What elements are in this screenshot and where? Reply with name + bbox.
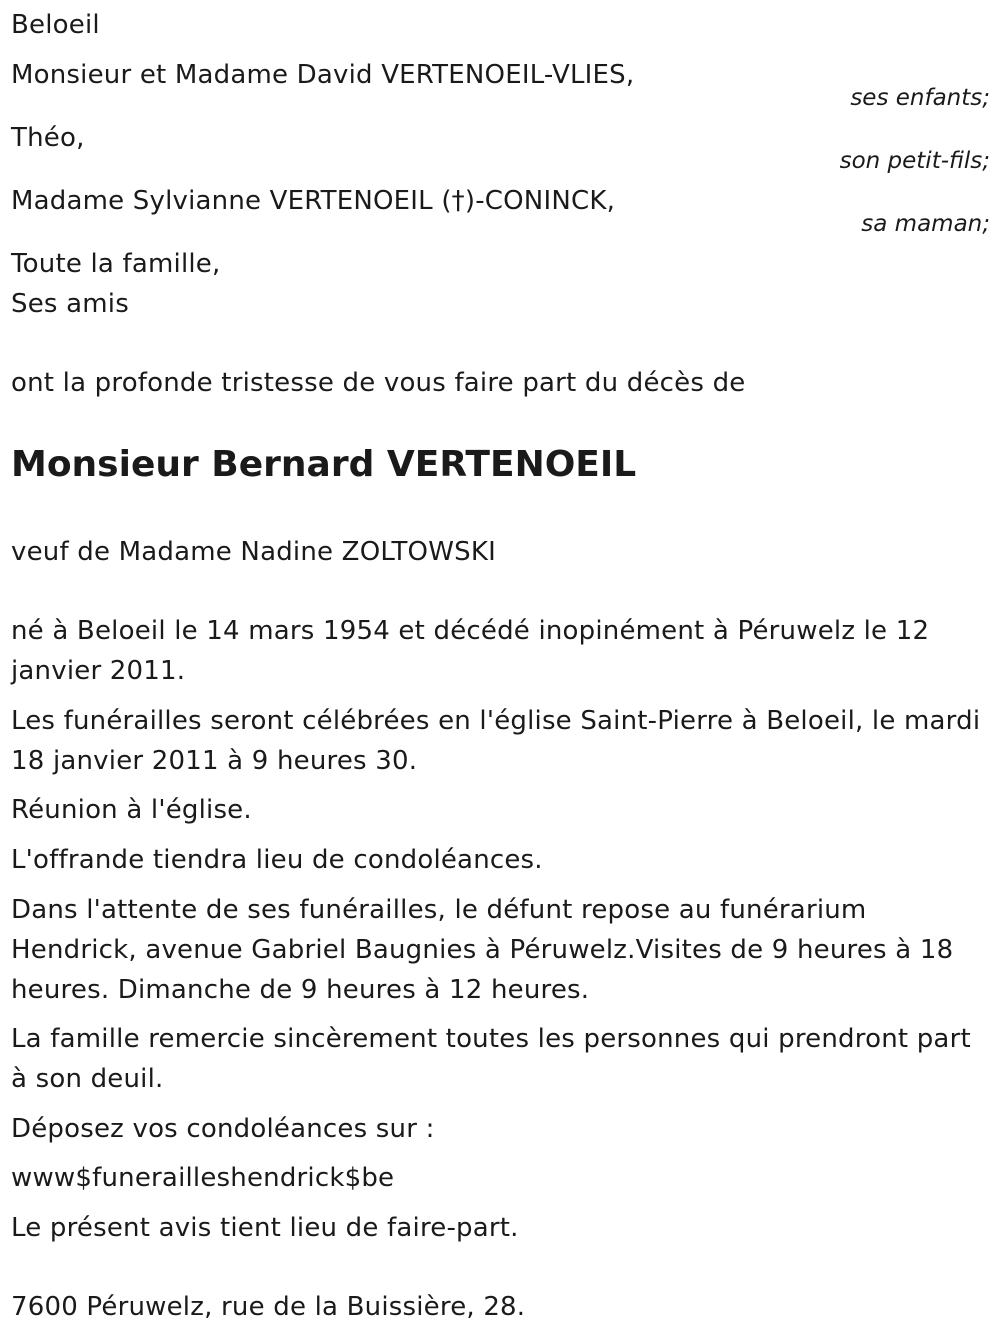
family-member-name: Monsieur et Madame David VERTENOEIL-VLIES, [11, 60, 635, 90]
visitation-paragraph: Dans l'attente de ses funérailles, le défunt repose au funérarium Hendrick, avenue Gabriel Baugnies à Péruwelz.Visites de 9 heures à 18 heures. Dimanche de 9 heures à 12 heures. [11, 895, 954, 1005]
birth-death-paragraph: né à Beloeil le 14 mars 1954 et décédé inopinément à Péruwelz le 12 janvier 2011. [11, 616, 930, 686]
website-text: www$funerailleshendrick$be [11, 1163, 395, 1193]
other-mourners: Toute la famille, [11, 249, 221, 279]
thanks-paragraph: La famille remercie sincèrement toutes les personnes qui prendront part à son deuil. [11, 1024, 971, 1094]
other-mourners: Ses amis [11, 289, 129, 319]
reunion-paragraph: Réunion à l'église. [11, 795, 252, 825]
deceased-name: Monsieur Bernard VERTENOEIL [11, 444, 637, 485]
widower-of: veuf de Madame Nadine ZOLTOWSKI [11, 537, 496, 567]
offering-paragraph: L'offrande tiendra lieu de condoléances. [11, 845, 543, 875]
funeral-paragraph: Les funérailles seront célébrées en l'église Saint-Pierre à Beloeil, le mardi 18 janvier 2011 à 9 heures 30. [11, 706, 981, 776]
announcement-text: ont la profonde tristesse de vous faire part du décès de [11, 368, 746, 398]
family-member-relation: ses enfants; [850, 85, 990, 111]
family-member-name: Madame Sylvianne VERTENOEIL (†)-CONINCK, [11, 186, 616, 216]
notice-paragraph: Le présent avis tient lieu de faire-part. [11, 1213, 519, 1243]
address: 7600 Péruwelz, rue de la Buissière, 28. [11, 1292, 526, 1322]
family-member-relation: son petit-fils; [839, 148, 990, 174]
family-member-relation: sa maman; [861, 211, 990, 237]
family-member-name: Théo, [11, 123, 85, 153]
condolences-paragraph: Déposez vos condoléances sur : [11, 1114, 435, 1144]
location: Beloeil [11, 10, 100, 40]
